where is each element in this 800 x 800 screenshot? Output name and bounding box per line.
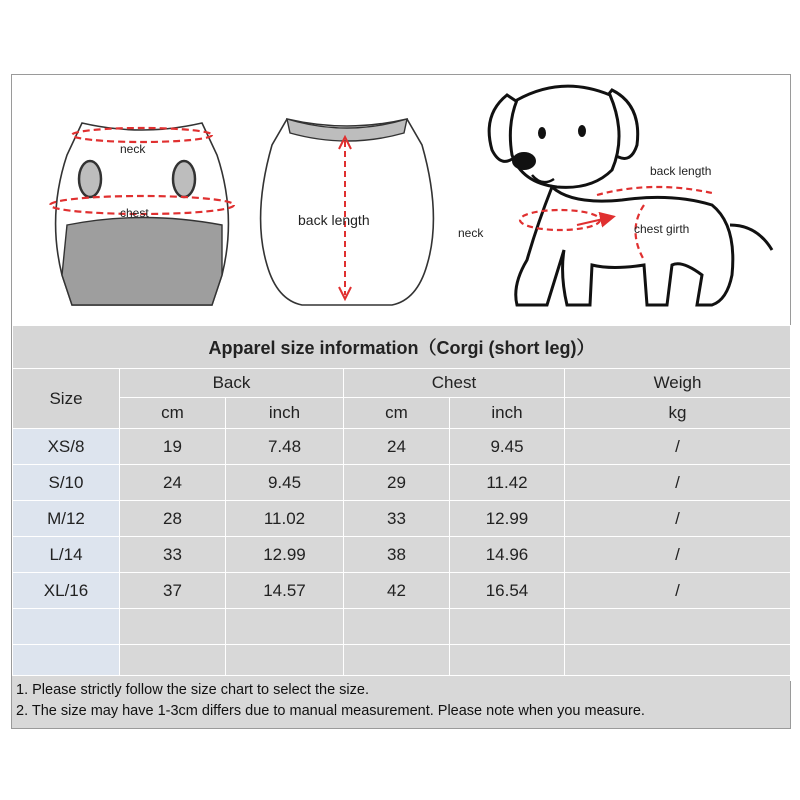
dog-icon [458,86,772,305]
cell-chest-inch: 12.99 [450,501,565,537]
cell-chest-cm: 38 [344,537,450,573]
cell-empty [565,609,791,645]
note-line-2: 2. The size may have 1-3cm differs due to manual measurement. Please note when you measure. [16,703,645,719]
cell-weigh: / [565,429,791,465]
header-chest-inch: inch [450,398,565,429]
header-back-cm: cm [120,398,226,429]
table-title-row [13,326,791,369]
cell-chest-inch: 16.54 [450,573,565,609]
dog-neck-label: neck [458,226,484,240]
header-size: Size [13,369,120,429]
cell-weigh: / [565,537,791,573]
cell-back-inch: 9.45 [226,465,344,501]
cell-back-cm: 19 [120,429,226,465]
cell-back-cm: 33 [120,537,226,573]
cell-weigh: / [565,501,791,537]
table-empty-row [13,609,791,645]
table-row [13,465,791,501]
cell-back-inch: 12.99 [226,537,344,573]
shirt-front-neck-label: neck [120,142,146,156]
table-row [13,429,791,465]
note-line-1: 1. Please strictly follow the size chart to select the size. [16,682,369,698]
measurement-illustrations [12,75,790,325]
cell-back-cm: 24 [120,465,226,501]
cell-back-inch: 11.02 [226,501,344,537]
notes-panel [12,675,790,728]
table-unit-row [13,398,791,429]
table-row [13,573,791,609]
cell-chest-cm: 42 [344,573,450,609]
cell-chest-cm: 29 [344,465,450,501]
cell-back-cm: 28 [120,501,226,537]
size-chart-frame [11,74,791,729]
cell-size: XL/16 [13,573,120,609]
header-back-inch: inch [226,398,344,429]
cell-empty [450,609,565,645]
dog-chest-girth-label: chest girth [634,222,690,236]
dog-back-length-label: back length [650,164,712,178]
table-row [13,537,791,573]
shirt-front-icon [50,123,234,305]
size-table [12,325,791,681]
cell-weigh: / [565,573,791,609]
cell-chest-cm: 24 [344,429,450,465]
cell-chest-inch: 9.45 [450,429,565,465]
cell-empty [13,609,120,645]
cell-weigh: / [565,465,791,501]
table-row [13,501,791,537]
header-chest-cm: cm [344,398,450,429]
size-table-wrap [12,325,790,681]
cell-size: M/12 [13,501,120,537]
table-title: Apparel size information（Corgi (short leg)） [13,326,791,369]
cell-size: XS/8 [13,429,120,465]
cell-empty [120,609,226,645]
header-chest: Chest [344,369,565,398]
cell-size: S/10 [13,465,120,501]
cell-chest-inch: 14.96 [450,537,565,573]
cell-back-inch: 7.48 [226,429,344,465]
header-weigh: Weigh [565,369,791,398]
shirt-back-length-label: back length [298,212,370,228]
cell-empty [344,609,450,645]
header-back: Back [120,369,344,398]
cell-chest-cm: 33 [344,501,450,537]
cell-back-cm: 37 [120,573,226,609]
header-weigh-kg: kg [565,398,791,429]
shirt-front-chest-label: chest [120,206,149,220]
cell-size: L/14 [13,537,120,573]
illustrations-panel [12,75,790,325]
table-header-row [13,369,791,398]
cell-chest-inch: 11.42 [450,465,565,501]
shirt-back-icon [261,119,434,305]
cell-empty [226,609,344,645]
cell-back-inch: 14.57 [226,573,344,609]
